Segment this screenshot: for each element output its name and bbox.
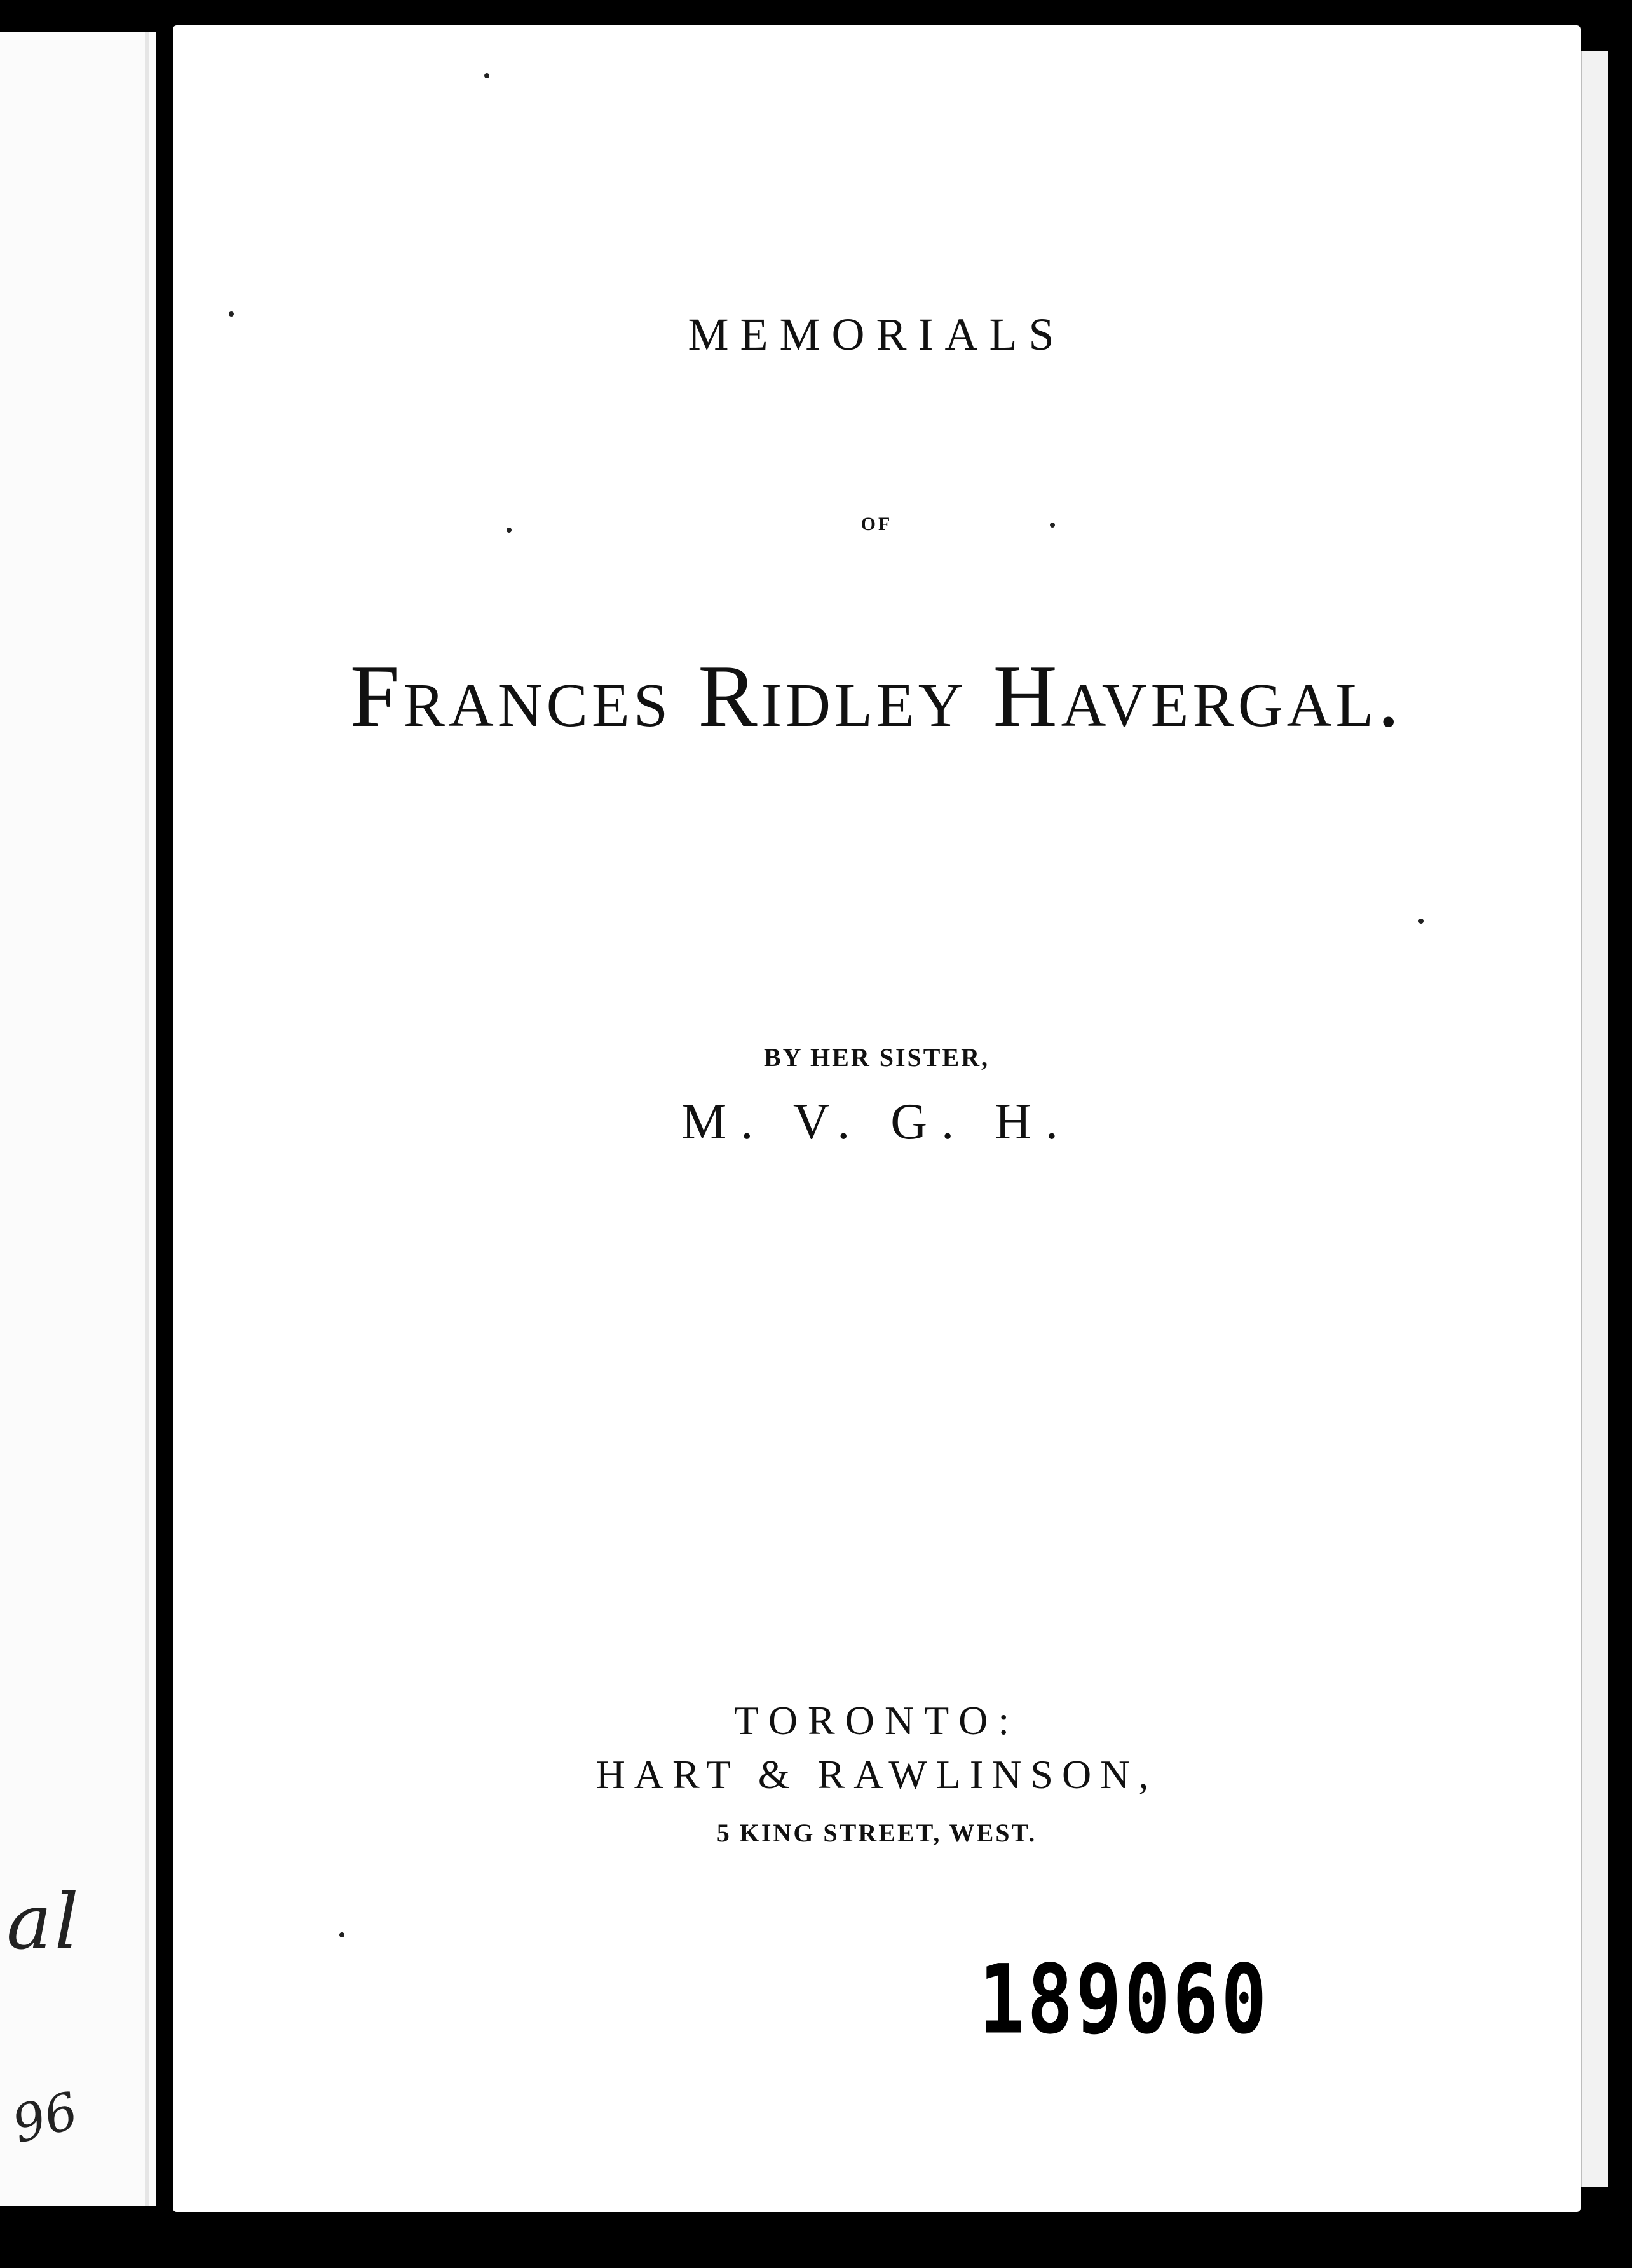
title-subject-name: Frances Ridley Havergal.: [350, 647, 1404, 746]
publisher-address: 5 KING STREET, WEST.: [716, 1819, 1037, 1847]
byline: BY HER SISTER,: [763, 1043, 990, 1072]
speck: [1050, 523, 1055, 528]
title-heading: MEMORIALS: [688, 309, 1066, 360]
speck: [1418, 919, 1424, 924]
speck: [484, 73, 489, 78]
author-initials: M. V. G. H.: [681, 1094, 1072, 1150]
speck: [339, 1932, 344, 1937]
handwritten-note: al: [6, 1878, 81, 1967]
speck: [507, 528, 512, 533]
title-of: OF: [860, 514, 893, 535]
accession-stamp: 189060: [979, 1945, 1270, 2056]
title-page: [173, 25, 1581, 2212]
previous-page-sliver: [0, 32, 158, 2206]
speck: [229, 311, 234, 317]
publication-place: TORONTO:: [733, 1698, 1020, 1743]
publisher-name: HART & RAWLINSON,: [595, 1752, 1158, 1797]
book-gutter: [156, 0, 175, 2268]
handwritten-number: 96: [6, 2080, 85, 2155]
page-edge: [145, 32, 149, 2206]
page-fore-edge: [1581, 51, 1608, 2187]
